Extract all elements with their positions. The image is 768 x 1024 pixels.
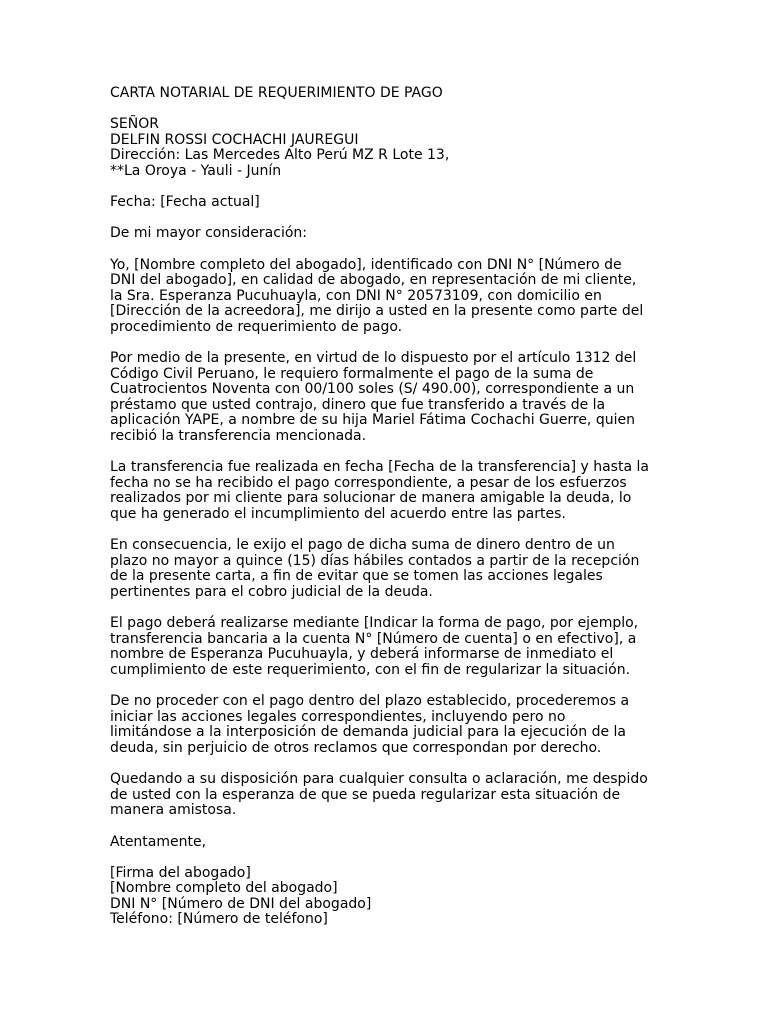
paragraph-line: Yo, [Nombre completo del abogado], identificado con DNI N° [Número de [110, 256, 622, 273]
signature-line: DNI N° [Número de DNI del abogado] [110, 895, 372, 912]
paragraph-line: recibió la transferencia mencionada. [110, 428, 367, 445]
signature-line: [Firma del abogado] [110, 864, 251, 881]
paragraph-line: iniciar las acciones legales correspondientes, incluyendo pero no [110, 708, 566, 725]
paragraph-line: [Dirección de la acreedora], me dirijo a usted en la presente como parte del [110, 303, 644, 320]
paragraph-line: deuda, sin perjuicio de otros reclamos que correspondan por derecho. [110, 739, 602, 756]
paragraph-line: plazo no mayor a quince (15) días hábiles contados a partir de la recepción [110, 552, 640, 569]
recipient-line: **La Oroya - Yauli - Junín [110, 162, 282, 179]
paragraph-line: fecha no se ha recibido el pago correspondiente, a pesar de los esfuerzos [110, 474, 627, 491]
paragraph-line: DNI del abogado], en calidad de abogado, en representación de mi cliente, [110, 272, 637, 289]
recipient-line: SEÑOR [110, 116, 159, 133]
paragraph-line: limitándose a la interposición de demanda judicial para la ejecución de la [110, 724, 626, 741]
paragraph-line: procedimiento de requerimiento de pago. [110, 318, 403, 335]
paragraph-line: Código Civil Peruano, le requiero formalmente el pago de la suma de [110, 365, 594, 382]
paragraph [110, 616, 670, 678]
recipient-block [110, 117, 670, 179]
closing: Atentamente, [110, 833, 207, 850]
paragraph-line: nombre de Esperanza Pucuhuayla, y deberá informarse de inmediato el [110, 646, 614, 663]
signature-block [110, 866, 670, 928]
paragraph [110, 460, 670, 522]
paragraph-line: Cuatrocientos Noventa con 00/100 soles (S/ 490.00), correspondiente a un [110, 381, 635, 398]
paragraph-line: la Sra. Esperanza Pucuhuayla, con DNI N° 20573109, con domicilio en [110, 287, 602, 304]
paragraph-line: La transferencia fue realizada en fecha [Fecha de la transferencia] y hasta la [110, 459, 649, 476]
paragraph-line: cumplimiento de este requerimiento, con el fin de regularizar la situación. [110, 661, 631, 678]
paragraph-line: El pago deberá realizarse mediante [Indicar la forma de pago, por ejemplo, [110, 615, 639, 632]
paragraph-line: Por medio de la presente, en virtud de lo dispuesto por el artículo 1312 del [110, 350, 637, 367]
paragraph [110, 258, 670, 336]
paragraph-line: transferencia bancaria a la cuenta N° [Número de cuenta] o en efectivo], a [110, 630, 637, 647]
paragraph-line: aplicación YAPE, a nombre de su hija Mariel Fátima Cochachi Guerre, quien [110, 412, 635, 429]
letter-title: CARTA NOTARIAL DE REQUERIMIENTO DE PAGO [110, 85, 443, 101]
paragraph [110, 351, 670, 445]
paragraph-line: de la presente carta, a fin de evitar que se tomen las acciones legales [110, 568, 603, 585]
signature-line: [Nombre completo del abogado] [110, 880, 338, 897]
paragraph-line: que ha generado el incumplimiento del acuerdo entre las partes. [110, 506, 566, 523]
paragraph-line: préstamo que usted contrajo, dinero que fue transferido a través de la [110, 396, 606, 413]
signature-line: Teléfono: [Número de teléfono] [110, 911, 328, 928]
recipient-line: DELFIN ROSSI COCHACHI JAUREGUI [110, 131, 359, 148]
paragraph [110, 538, 670, 600]
paragraph-line: De no proceder con el pago dentro del plazo establecido, procederemos a [110, 693, 630, 710]
paragraph-line: manera amistosa. [110, 802, 237, 819]
paragraph [110, 694, 670, 756]
paragraph-line: de usted con la esperanza de que se pueda regularizar esta situación de [110, 786, 621, 803]
paragraph [110, 772, 670, 819]
letter-body [110, 86, 670, 928]
paragraph-line: Quedando a su disposición para cualquier consulta o aclaración, me despido [110, 771, 648, 788]
paragraph-line: En consecuencia, le exijo el pago de dicha suma de dinero dentro de un [110, 537, 615, 554]
greeting: De mi mayor consideración: [110, 225, 307, 242]
paragraph-line: realizados por mi cliente para solucionar de manera amigable la deuda, lo [110, 490, 632, 507]
recipient-line: Dirección: Las Mercedes Alto Perú MZ R Lote 13, [110, 147, 450, 164]
letter-date: Fecha: [Fecha actual] [110, 194, 260, 211]
paragraph-line: pertinentes para el cobro judicial de la deuda. [110, 584, 433, 600]
